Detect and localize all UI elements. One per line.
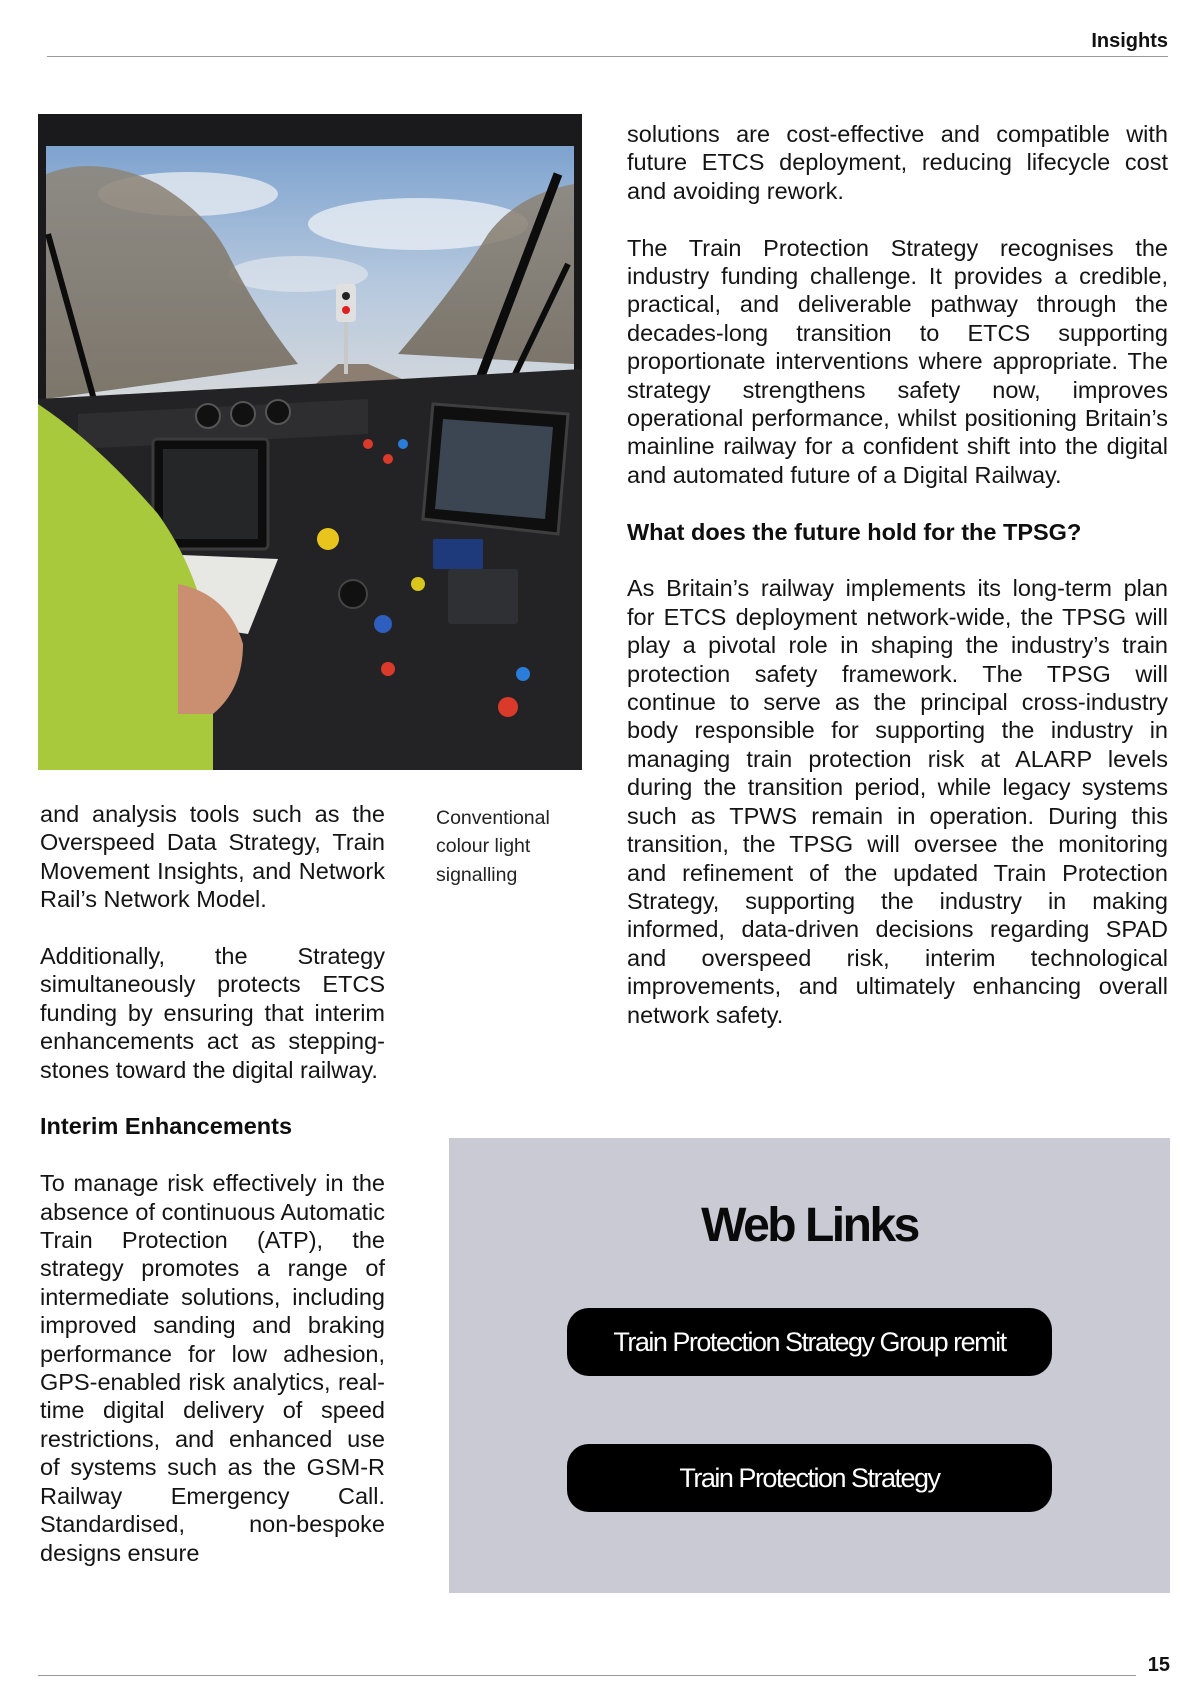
paragraph: The Train Protection Strategy recognises the industry funding challenge. It provides a credible, practical, and deliverable pathway through the decades-long transition to ETCS supporting proportionate interventions where appropriate. The strategy strengthens safety now, improves operational performance, whilst positioning Britain’s mainline railway for a confident shift into the digital and automated future of a Digital Railway. [627, 234, 1168, 488]
paragraph: and analysis tools such as the Overspeed Data Strategy, Train Movement Insights, and Network Rail’s Network Model. [40, 801, 385, 913]
paragraph: As Britain’s railway implements its long-term plan for ETCS deployment network-wide, the TPSG will play a pivotal role in shaping the industry’s train protection safety framework. The TPSG will continue to serve as the principal cross-industry body responsible for supporting the industry in managing train protection risk at ALARP levels during the transition period, while legacy systems such as TPWS remain in operation. During this transition, the TPSG will oversee the monitoring and refinement of the updated Train Protection Strategy, supporting the industry in making informed, data-driven decisions regarding SPAD and overspeed risk, interim technological improvements, and ultimately enhancing overall network safety. [627, 575, 1168, 1028]
section-label: Insights [1091, 30, 1168, 52]
left-text-column [40, 800, 385, 1595]
photo-caption: Conventional colour light signalling [436, 807, 550, 886]
subheading: What does the future hold for the TPSG? [627, 518, 1082, 545]
web-links-title: Web Links [701, 1199, 918, 1252]
web-links-panel [449, 1138, 1170, 1593]
page-number: 15 [1147, 1654, 1170, 1676]
paragraph: To manage risk effectively in the absence of continuous Automatic Train Protection (ATP), the strategy promotes a range of intermediate solutions, including improved sanding and braking performance for low adhesion, GPS-enabled risk analytics, real-time digital delivery of speed restrictions, and enhanced use of systems such as the GSM-R Railway Emergency Call. Standardised, non-bespoke designs ensure [40, 1170, 385, 1566]
train-cab-photo [38, 114, 582, 770]
train-protection-strategy-link-button[interactable]: Train Protection Strategy [567, 1444, 1052, 1512]
train-cab-illustration [38, 114, 582, 770]
subheading: Interim Enhancements [40, 1113, 293, 1140]
right-text-column [627, 120, 1168, 1057]
paragraph: Additionally, the Strategy simultaneously protects ETCS funding by ensuring that interim enhancements act as stepping-stones toward the digital railway. [40, 943, 385, 1083]
footer-divider [38, 1675, 1136, 1676]
header-divider [47, 56, 1168, 57]
tpsg-remit-link-button[interactable]: Train Protection Strategy Group remit [567, 1308, 1052, 1376]
paragraph: solutions are cost-effective and compatible with future ETCS deployment, reducing lifecycle cost and avoiding rework. [627, 121, 1168, 204]
